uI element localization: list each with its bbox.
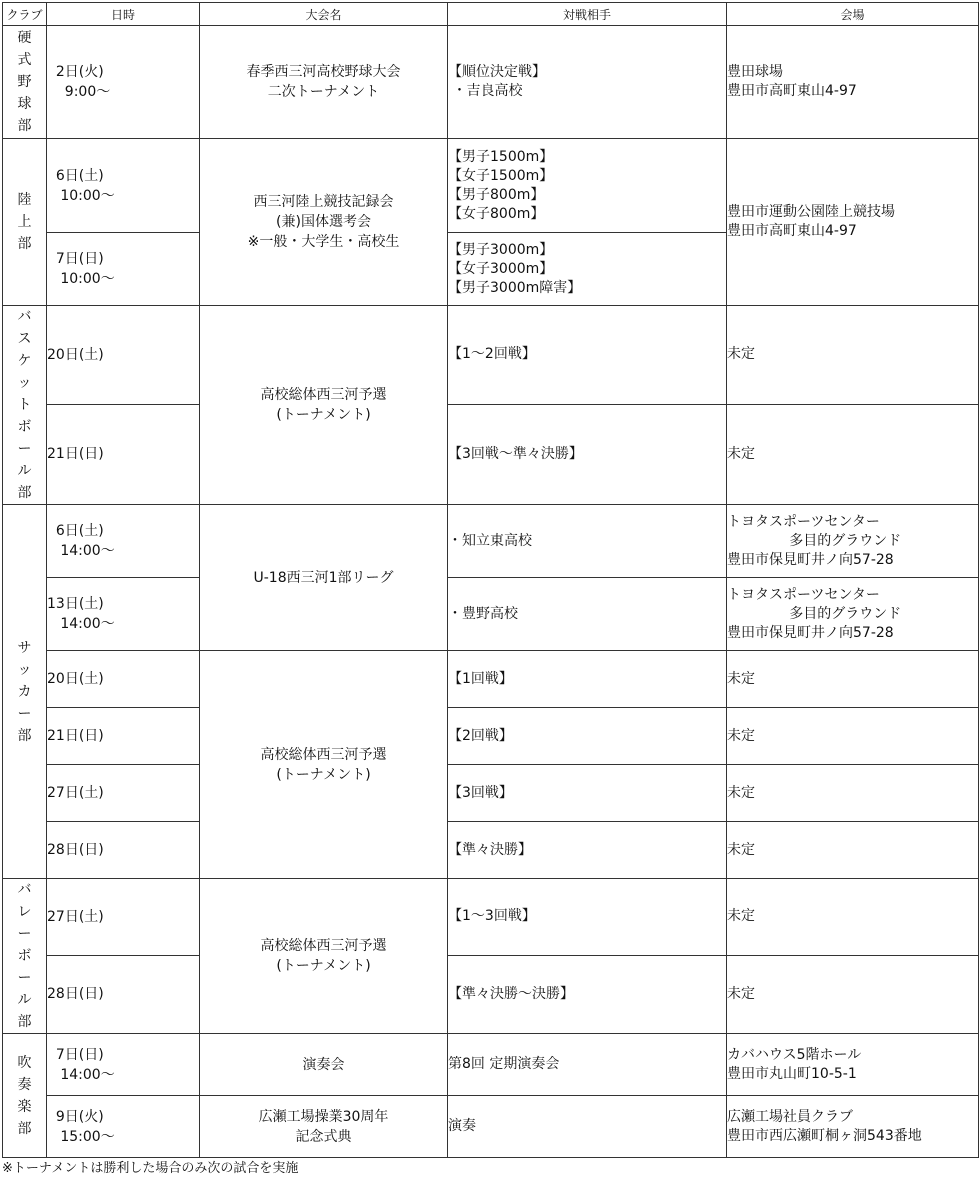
date-cell: 13日(土) 14:00〜	[47, 578, 200, 651]
date-cell: 6日(土) 14:00〜	[47, 505, 200, 578]
table-row	[3, 822, 979, 879]
opponent-cell: 【順位決定戦】 ・吉良高校	[448, 26, 727, 139]
table-row	[3, 765, 979, 822]
event-cell: 高校総体西三河予選 (トーナメント)	[200, 306, 448, 505]
opponent-cell: ・豊野高校	[448, 578, 727, 651]
opponent-cell: ・知立東高校	[448, 505, 727, 578]
header-event: 大会名	[200, 3, 448, 26]
club-cell: サッカー部	[3, 505, 47, 879]
date-cell: 6日(土) 10:00〜	[47, 139, 200, 233]
table-row	[3, 1034, 979, 1096]
date-cell: 2日(火) 9:00〜	[47, 26, 200, 139]
event-cell: 高校総体西三河予選 (トーナメント)	[200, 879, 448, 1034]
footnote: ※トーナメントは勝利した場合のみ次の試合を実施	[2, 1161, 299, 1176]
opponent-cell: 【準々決勝〜決勝】	[448, 955, 727, 1033]
table-row	[3, 26, 979, 139]
venue-cell: トヨタスポーツセンター 多目的グラウンド 豊田市保見町井ノ向57-28	[727, 505, 979, 578]
club-cell: 硬式野球部	[3, 26, 47, 139]
venue-cell: 未定	[727, 822, 979, 879]
opponent-cell: 第8回 定期演奏会	[448, 1034, 727, 1096]
date-cell: 27日(土)	[47, 879, 200, 956]
venue-cell: 未定	[727, 955, 979, 1033]
club-cell: 陸上部	[3, 139, 47, 306]
date-cell: 27日(土)	[47, 765, 200, 822]
opponent-cell: 演奏	[448, 1096, 727, 1158]
date-cell: 7日(日) 10:00〜	[47, 233, 200, 306]
table-row	[3, 879, 979, 956]
event-cell: 演奏会	[200, 1034, 448, 1096]
header-venue: 会場	[727, 3, 979, 26]
table-row	[3, 404, 979, 504]
event-cell: U-18西三河1部リーグ	[200, 505, 448, 651]
club-cell: バスケットボール部	[3, 306, 47, 505]
venue-cell: 豊田市運動公園陸上競技場 豊田市高町東山4-97	[727, 139, 979, 306]
header-opponent: 対戦相手	[448, 3, 727, 26]
table-row	[3, 139, 979, 233]
date-cell: 9日(火) 15:00〜	[47, 1096, 200, 1158]
header-club: クラブ	[3, 3, 47, 26]
table-row	[3, 708, 979, 765]
venue-cell: 未定	[727, 879, 979, 956]
opponent-cell: 【3回戦〜準々決勝】	[448, 404, 727, 504]
date-cell: 21日(日)	[47, 708, 200, 765]
date-cell: 28日(日)	[47, 822, 200, 879]
venue-cell: 未定	[727, 306, 979, 405]
opponent-cell: 【1回戦】	[448, 651, 727, 708]
header-datetime: 日時	[47, 3, 200, 26]
event-cell: 春季西三河高校野球大会 二次トーナメント	[200, 26, 448, 139]
venue-cell: 未定	[727, 651, 979, 708]
event-cell: 広瀬工場操業30周年 記念式典	[200, 1096, 448, 1158]
table-row	[3, 651, 979, 708]
venue-cell: 豊田球場 豊田市高町東山4-97	[727, 26, 979, 139]
opponent-cell: 【男子1500m】 【女子1500m】 【男子800m】 【女子800m】	[448, 139, 727, 233]
schedule-table	[2, 2, 979, 1158]
venue-cell: 未定	[727, 765, 979, 822]
table-row	[3, 505, 979, 578]
table-row	[3, 955, 979, 1033]
event-cell: 西三河陸上競技記録会 (兼)国体選考会 ※一般・大学生・高校生	[200, 139, 448, 306]
venue-cell: 未定	[727, 404, 979, 504]
opponent-cell: 【準々決勝】	[448, 822, 727, 879]
opponent-cell: 【2回戦】	[448, 708, 727, 765]
club-cell: 吹奏楽部	[3, 1034, 47, 1158]
date-cell: 7日(日) 14:00〜	[47, 1034, 200, 1096]
opponent-cell: 【1〜2回戦】	[448, 306, 727, 405]
table-row	[3, 578, 979, 651]
venue-cell: トヨタスポーツセンター 多目的グラウンド 豊田市保見町井ノ向57-28	[727, 578, 979, 651]
date-cell: 20日(土)	[47, 306, 200, 405]
event-cell: 高校総体西三河予選 (トーナメント)	[200, 651, 448, 879]
date-cell: 21日(日)	[47, 404, 200, 504]
venue-cell: カバハウス5階ホール 豊田市丸山町10-5-1	[727, 1034, 979, 1096]
header-row	[3, 3, 979, 26]
date-cell: 28日(日)	[47, 955, 200, 1033]
opponent-cell: 【3回戦】	[448, 765, 727, 822]
venue-cell: 未定	[727, 708, 979, 765]
date-cell: 20日(土)	[47, 651, 200, 708]
venue-cell: 広瀬工場社員クラブ 豊田市西広瀬町桐ヶ洞543番地	[727, 1096, 979, 1158]
opponent-cell: 【1〜3回戦】	[448, 879, 727, 956]
club-cell: バレーボール部	[3, 879, 47, 1034]
table-row	[3, 1096, 979, 1158]
table-row	[3, 306, 979, 405]
opponent-cell: 【男子3000m】 【女子3000m】 【男子3000m障害】	[448, 233, 727, 306]
